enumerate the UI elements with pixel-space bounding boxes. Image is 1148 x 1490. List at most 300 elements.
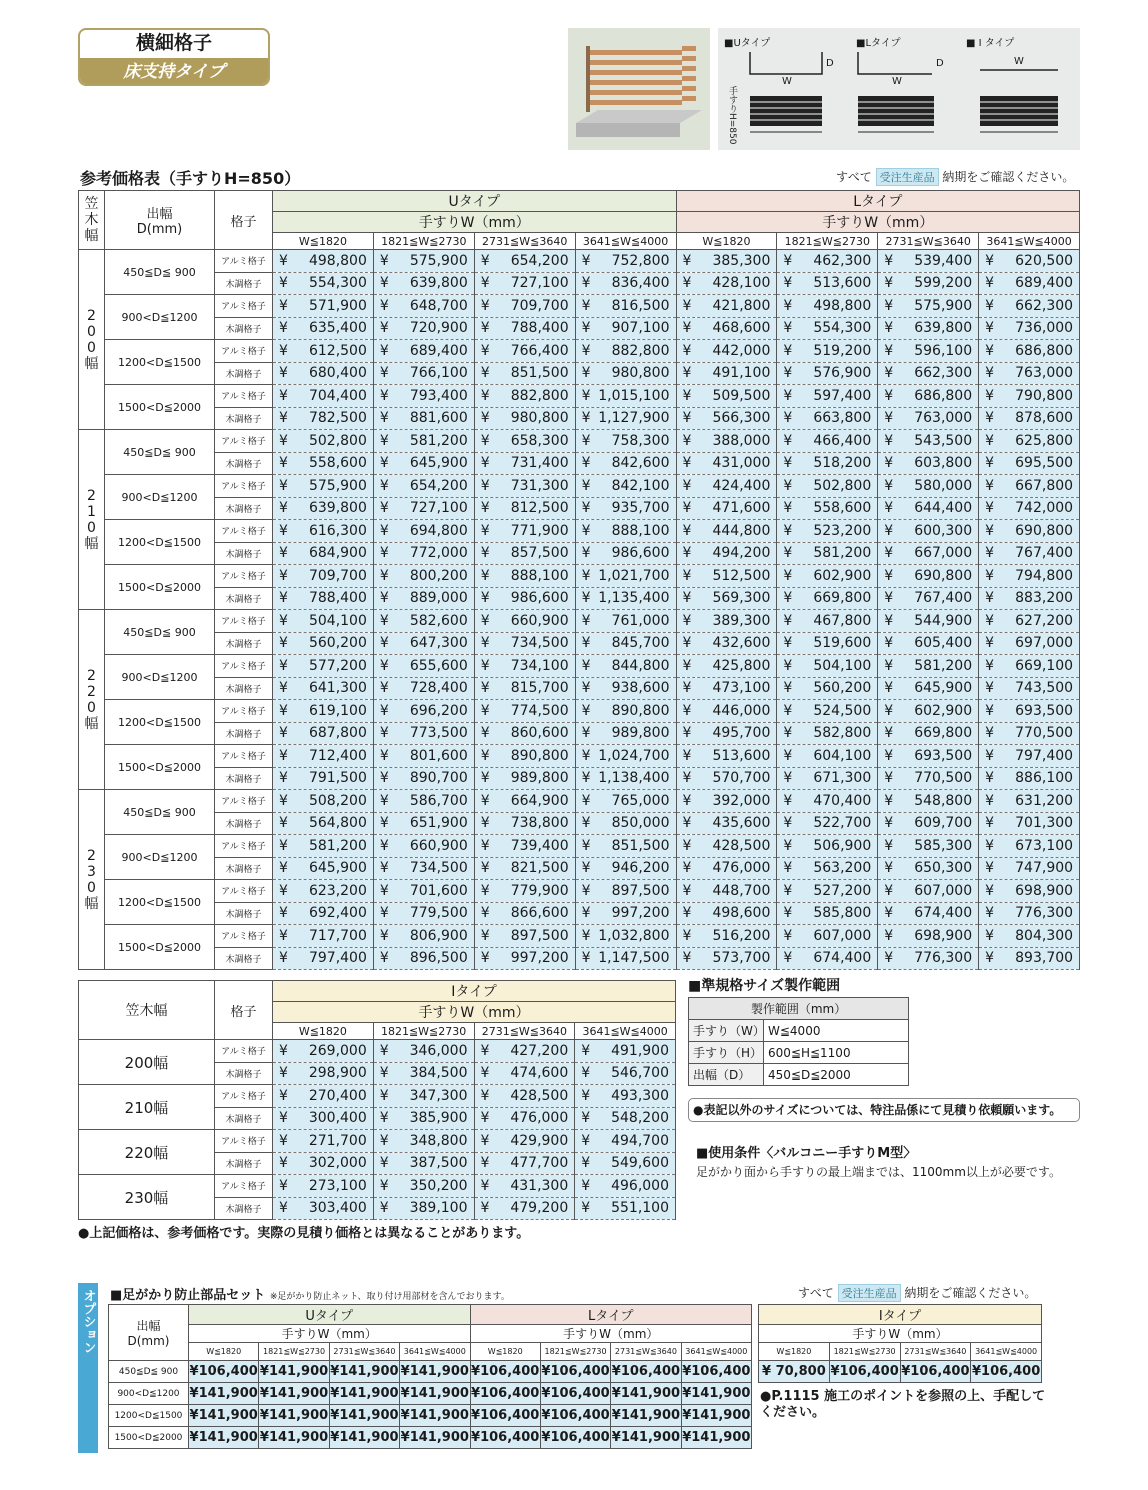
price-cell xyxy=(273,745,374,768)
price-value: 577,200 xyxy=(308,657,367,674)
yen-sign: ¥ xyxy=(581,567,591,584)
table-row xyxy=(79,565,1080,588)
price-value: 506,900 xyxy=(813,837,872,854)
price-value: 603,800 xyxy=(914,455,973,472)
price-value: 793,400 xyxy=(409,387,468,404)
price-value: 350,200 xyxy=(409,1177,468,1194)
yen-sign: ¥ xyxy=(480,680,490,697)
price-cell xyxy=(979,362,1080,385)
header-w-range: 2731≦W≦3640 xyxy=(474,1023,575,1040)
spec-head: 製作範囲（mm） xyxy=(689,998,909,1020)
price-cell xyxy=(373,925,474,948)
price-value: 690,800 xyxy=(1015,522,1074,539)
price-cell xyxy=(979,475,1080,498)
price-value: 522,700 xyxy=(813,815,872,832)
price-value: 690,800 xyxy=(914,567,973,584)
yen-sign: ¥ xyxy=(682,545,692,562)
price-cell xyxy=(474,272,575,295)
price-cell xyxy=(777,835,878,858)
price-cell: ¥106,400 xyxy=(681,1361,751,1383)
price-value: 888,100 xyxy=(510,567,569,584)
yen-sign: ¥ xyxy=(379,927,389,944)
price-value: 513,600 xyxy=(712,747,771,764)
price-table-ul xyxy=(78,190,1080,970)
price-cell: ¥106,400 xyxy=(829,1361,900,1383)
price-cell xyxy=(575,317,676,340)
price-value: 986,600 xyxy=(611,545,670,562)
yen-sign: ¥ xyxy=(985,275,995,292)
yen-sign: ¥ xyxy=(379,365,389,382)
table-row xyxy=(79,497,1080,520)
price-cell xyxy=(575,1062,676,1085)
price-cell xyxy=(373,565,474,588)
group-kasagi: 2 3 0 幅 xyxy=(79,790,105,970)
price-cell xyxy=(474,565,575,588)
header-w-range: 2731≦W≦3640 xyxy=(878,233,979,250)
price-cell xyxy=(273,272,374,295)
price-value: 474,600 xyxy=(510,1065,569,1082)
price-cell xyxy=(373,880,474,903)
price-cell xyxy=(878,880,979,903)
yen-sign: ¥ xyxy=(884,455,894,472)
price-cell xyxy=(273,812,374,835)
price-cell xyxy=(676,700,777,723)
alu-label: アルミ格子 xyxy=(215,565,273,588)
price-value: 997,200 xyxy=(611,905,670,922)
header-w-range: 3641≦W≦4000 xyxy=(681,1343,751,1361)
yen-sign: ¥ xyxy=(783,410,793,427)
header-kasagi: 笠木幅 xyxy=(79,981,215,1040)
price-cell xyxy=(474,947,575,970)
price-value: 269,000 xyxy=(308,1042,367,1059)
price-value: 669,800 xyxy=(813,590,872,607)
yen-sign: ¥ xyxy=(682,522,692,539)
price-cell: ¥106,400 xyxy=(900,1361,971,1383)
header-l-type: Lタイプ xyxy=(470,1305,752,1325)
yen-sign: ¥ xyxy=(480,1065,490,1082)
price-cell xyxy=(575,700,676,723)
dehaba-range: 1200<D≦1500 xyxy=(105,700,215,745)
price-cell xyxy=(979,250,1080,273)
yen-sign: ¥ xyxy=(884,275,894,292)
u-w-label: W xyxy=(782,76,792,87)
price-value: 544,900 xyxy=(914,612,973,629)
yen-sign: ¥ xyxy=(682,252,692,269)
price-value: 431,000 xyxy=(712,455,771,472)
price-value: 674,400 xyxy=(813,950,872,967)
price-value: 527,200 xyxy=(813,882,872,899)
alu-label: アルミ格子 xyxy=(215,610,273,633)
yen-sign: ¥ xyxy=(379,252,389,269)
price-cell xyxy=(575,497,676,520)
yen-sign: ¥ xyxy=(480,747,490,764)
price-value: 473,100 xyxy=(712,680,771,697)
yen-sign: ¥ xyxy=(682,612,692,629)
yen-sign: ¥ xyxy=(379,410,389,427)
alu-label: アルミ格子 xyxy=(215,880,273,903)
yen-sign: ¥ xyxy=(985,500,995,517)
price-value: 298,900 xyxy=(308,1065,367,1082)
price-value: 546,700 xyxy=(611,1065,669,1082)
type-diagrams xyxy=(718,28,1080,150)
price-cell xyxy=(878,700,979,723)
yen-sign: ¥ xyxy=(884,860,894,877)
yen-sign: ¥ xyxy=(682,500,692,517)
yen-sign: ¥ xyxy=(480,927,490,944)
price-cell xyxy=(474,1062,575,1085)
price-value: 907,100 xyxy=(611,320,670,337)
price-value: 695,500 xyxy=(1015,455,1074,472)
price-value: 585,800 xyxy=(813,905,872,922)
price-value: 575,900 xyxy=(914,297,973,314)
yen-sign: ¥ xyxy=(480,365,490,382)
header-w-range: W≦1820 xyxy=(676,233,777,250)
yen-sign: ¥ xyxy=(581,275,591,292)
price-value: 573,700 xyxy=(712,950,771,967)
yen-sign: ¥ xyxy=(783,815,793,832)
yen-sign: ¥ xyxy=(379,342,389,359)
price-value: 687,800 xyxy=(308,725,367,742)
price-cell xyxy=(273,587,374,610)
table-row xyxy=(79,677,1080,700)
price-value: 696,200 xyxy=(409,702,468,719)
price-value: 571,900 xyxy=(308,297,367,314)
yen-sign: ¥ xyxy=(985,657,995,674)
price-value: 797,400 xyxy=(308,950,367,967)
price-value: 428,100 xyxy=(712,275,771,292)
price-cell xyxy=(474,317,575,340)
yen-sign: ¥ xyxy=(279,1200,288,1217)
yen-sign: ¥ xyxy=(379,905,389,922)
price-cell: ¥141,900 xyxy=(329,1427,399,1449)
yen-sign: ¥ xyxy=(581,320,591,337)
price-cell xyxy=(273,295,374,318)
yen-sign: ¥ xyxy=(884,500,894,517)
price-cell xyxy=(474,902,575,925)
price-value: 694,800 xyxy=(409,522,468,539)
price-cell xyxy=(373,407,474,430)
price-value: 627,200 xyxy=(1015,612,1074,629)
table-row xyxy=(109,1427,752,1449)
price-value: 502,800 xyxy=(308,432,367,449)
price-value: 609,700 xyxy=(914,815,973,832)
price-value: 791,500 xyxy=(308,770,367,787)
price-value: 604,100 xyxy=(813,747,872,764)
group-kasagi: 2 2 0 幅 xyxy=(79,610,105,790)
yen-sign: ¥ xyxy=(379,545,389,562)
yen-sign: ¥ xyxy=(783,725,793,742)
price-value: 989,800 xyxy=(510,770,569,787)
price-value: 986,600 xyxy=(510,590,569,607)
yen-sign: ¥ xyxy=(279,387,288,404)
price-cell xyxy=(474,385,575,408)
price-value: 842,100 xyxy=(611,477,670,494)
yen-sign: ¥ xyxy=(581,702,591,719)
table-row xyxy=(79,542,1080,565)
yen-sign: ¥ xyxy=(985,410,995,427)
price-value: 797,400 xyxy=(1015,747,1074,764)
price-cell xyxy=(373,1152,474,1175)
dehaba-range: 1500<D≦2000 xyxy=(109,1427,189,1449)
price-cell xyxy=(273,655,374,678)
alu-label: アルミ格子 xyxy=(215,475,273,498)
price-value: 734,500 xyxy=(409,860,468,877)
header-w-range: 3641≦W≦4000 xyxy=(400,1343,470,1361)
price-value: 385,900 xyxy=(409,1110,468,1127)
price-cell xyxy=(979,857,1080,880)
price-cell xyxy=(979,790,1080,813)
price-cell xyxy=(676,430,777,453)
price-cell xyxy=(878,475,979,498)
price-value: 720,900 xyxy=(409,320,468,337)
price-value: 655,600 xyxy=(409,657,468,674)
yen-sign: ¥ xyxy=(581,297,591,314)
yen-sign: ¥ xyxy=(279,590,288,607)
price-cell xyxy=(373,677,474,700)
price-cell xyxy=(575,790,676,813)
price-cell xyxy=(878,857,979,880)
dehaba-range: 1200<D≦1500 xyxy=(109,1405,189,1427)
price-cell xyxy=(676,857,777,880)
yen-sign: ¥ xyxy=(783,635,793,652)
price-value: 581,200 xyxy=(813,545,872,562)
price-cell xyxy=(676,767,777,790)
price-value: 462,300 xyxy=(813,252,872,269)
price-cell xyxy=(273,767,374,790)
price-cell: ¥141,900 xyxy=(259,1427,329,1449)
price-cell xyxy=(878,835,979,858)
price-value: 727,100 xyxy=(409,500,468,517)
kasagi-width: 210幅 xyxy=(79,1085,215,1130)
price-value: 442,000 xyxy=(712,342,771,359)
yen-sign: ¥ xyxy=(480,477,490,494)
price-cell xyxy=(979,295,1080,318)
yen-sign: ¥ xyxy=(783,837,793,854)
price-value: 790,800 xyxy=(1015,387,1074,404)
price-value: 1,024,700 xyxy=(598,747,670,764)
yen-sign: ¥ xyxy=(480,837,490,854)
price-value: 850,000 xyxy=(611,815,670,832)
yen-sign: ¥ xyxy=(480,612,490,629)
price-cell xyxy=(575,1130,676,1153)
yen-sign: ¥ xyxy=(783,320,793,337)
price-value: 663,800 xyxy=(813,410,872,427)
price-value: 774,500 xyxy=(510,702,569,719)
yen-sign: ¥ xyxy=(480,905,490,922)
price-cell xyxy=(373,812,474,835)
price-value: 498,600 xyxy=(712,905,771,922)
price-cell xyxy=(273,1107,374,1130)
yen-sign: ¥ xyxy=(480,590,490,607)
price-cell xyxy=(777,250,878,273)
yen-sign: ¥ xyxy=(279,635,288,652)
yen-sign: ¥ xyxy=(783,500,793,517)
price-value: 504,100 xyxy=(813,657,872,674)
price-cell: ¥141,900 xyxy=(189,1427,259,1449)
price-cell xyxy=(575,520,676,543)
price-cell xyxy=(373,1130,474,1153)
yen-sign: ¥ xyxy=(480,1177,490,1194)
price-cell xyxy=(474,835,575,858)
yen-sign: ¥ xyxy=(682,770,692,787)
price-value: 513,600 xyxy=(813,275,872,292)
wood-label: 木調格子 xyxy=(215,947,273,970)
price-value: 491,100 xyxy=(712,365,771,382)
yen-sign: ¥ xyxy=(985,680,995,697)
price-cell xyxy=(777,812,878,835)
page-title: 横細格子 xyxy=(135,32,212,54)
price-value: 425,800 xyxy=(712,657,771,674)
price-value: 890,700 xyxy=(409,770,468,787)
yen-sign: ¥ xyxy=(480,635,490,652)
yen-sign: ¥ xyxy=(682,747,692,764)
price-value: 669,100 xyxy=(1015,657,1074,674)
price-cell xyxy=(474,610,575,633)
wood-label: 木調格子 xyxy=(215,857,273,880)
price-cell xyxy=(373,632,474,655)
price-cell xyxy=(273,1085,374,1108)
yen-sign: ¥ xyxy=(783,860,793,877)
price-cell xyxy=(273,1175,374,1198)
yen-sign: ¥ xyxy=(884,567,894,584)
price-value: 575,900 xyxy=(409,252,468,269)
price-cell: ¥106,400 xyxy=(189,1361,259,1383)
price-value: 893,700 xyxy=(1015,950,1074,967)
table-row xyxy=(79,317,1080,340)
price-value: 647,300 xyxy=(409,635,468,652)
yen-sign: ¥ xyxy=(581,950,591,967)
yen-sign: ¥ xyxy=(379,275,389,292)
table-row xyxy=(79,925,1080,948)
header-dehaba: 出幅 D(mm) xyxy=(105,191,215,250)
price-value: 548,800 xyxy=(914,792,973,809)
price-cell xyxy=(273,790,374,813)
price-value: 739,400 xyxy=(510,837,569,854)
yen-sign: ¥ xyxy=(379,657,389,674)
price-value: 644,400 xyxy=(914,500,973,517)
yen-sign: ¥ xyxy=(480,252,490,269)
price-value: 866,600 xyxy=(510,905,569,922)
price-cell xyxy=(777,340,878,363)
yen-sign: ¥ xyxy=(279,455,288,472)
header-i-type: Iタイプ xyxy=(759,1305,1042,1325)
table-row xyxy=(79,812,1080,835)
alu-label: アルミ格子 xyxy=(215,520,273,543)
yen-sign: ¥ xyxy=(480,1200,490,1217)
spec-note: ●表記以外のサイズについては、特注品係にて見積り依頼願います。 xyxy=(688,1098,1080,1122)
price-value: 878,600 xyxy=(1015,410,1074,427)
yen-sign: ¥ xyxy=(279,702,288,719)
price-cell: ¥141,900 xyxy=(400,1405,470,1427)
price-value: 938,600 xyxy=(611,680,670,697)
price-value: 946,200 xyxy=(611,860,670,877)
price-cell xyxy=(273,880,374,903)
table-row xyxy=(79,587,1080,610)
yen-sign: ¥ xyxy=(682,815,692,832)
price-cell xyxy=(474,1085,575,1108)
wood-label: 木調格子 xyxy=(215,1062,273,1085)
price-cell xyxy=(575,880,676,903)
price-cell xyxy=(777,475,878,498)
dehaba-range: 450≦D≦ 900 xyxy=(105,610,215,655)
price-value: 886,100 xyxy=(1015,770,1074,787)
price-cell xyxy=(373,1040,474,1063)
type-diagram-drawing xyxy=(718,28,1080,150)
price-cell xyxy=(474,722,575,745)
yen-sign: ¥ xyxy=(279,342,288,359)
price-cell xyxy=(777,452,878,475)
price-cell xyxy=(373,362,474,385)
yen-sign: ¥ xyxy=(581,882,591,899)
yen-sign: ¥ xyxy=(379,1110,389,1127)
price-value: 616,300 xyxy=(308,522,367,539)
price-value: 997,200 xyxy=(510,950,569,967)
price-cell xyxy=(676,835,777,858)
yen-sign: ¥ xyxy=(985,815,995,832)
price-cell: ¥141,900 xyxy=(329,1383,399,1405)
yen-sign: ¥ xyxy=(682,410,692,427)
wood-label: 木調格子 xyxy=(215,1152,273,1175)
wood-label: 木調格子 xyxy=(215,767,273,790)
yen-sign: ¥ xyxy=(783,612,793,629)
yen-sign: ¥ xyxy=(783,590,793,607)
header-w-range: 1821≦W≦2730 xyxy=(373,1023,474,1040)
price-cell xyxy=(575,272,676,295)
wood-label: 木調格子 xyxy=(215,677,273,700)
price-cell: ¥141,900 xyxy=(400,1427,470,1449)
price-value: 651,900 xyxy=(409,815,468,832)
price-value: 731,400 xyxy=(510,455,569,472)
yen-sign: ¥ xyxy=(783,680,793,697)
yen-sign: ¥ xyxy=(279,1110,288,1127)
price-cell xyxy=(878,722,979,745)
price-value: 444,800 xyxy=(712,522,771,539)
price-value: 539,400 xyxy=(914,252,973,269)
price-cell xyxy=(474,632,575,655)
price-value: 523,200 xyxy=(813,522,872,539)
price-value: 761,000 xyxy=(611,612,670,629)
price-value: 701,600 xyxy=(409,882,468,899)
price-value: 1,015,100 xyxy=(598,387,670,404)
yen-sign: ¥ xyxy=(985,905,995,922)
yen-sign: ¥ xyxy=(581,635,591,652)
yen-sign: ¥ xyxy=(279,860,288,877)
dehaba-range: 900<D≦1200 xyxy=(105,655,215,700)
price-value: 585,300 xyxy=(914,837,973,854)
price-cell xyxy=(575,1040,676,1063)
table-row xyxy=(79,880,1080,903)
header-w-range: 1821≦W≦2730 xyxy=(829,1343,900,1361)
price-cell xyxy=(474,745,575,768)
yen-sign: ¥ xyxy=(884,950,894,967)
price-cell xyxy=(575,407,676,430)
price-cell xyxy=(979,880,1080,903)
yen-sign: ¥ xyxy=(985,860,995,877)
price-cell xyxy=(575,835,676,858)
price-cell xyxy=(676,655,777,678)
price-cell xyxy=(373,1085,474,1108)
yen-sign: ¥ xyxy=(480,815,490,832)
price-cell xyxy=(373,587,474,610)
price-cell xyxy=(273,407,374,430)
yen-sign: ¥ xyxy=(682,837,692,854)
price-cell xyxy=(979,812,1080,835)
price-value: 842,600 xyxy=(611,455,670,472)
header-w-range: 1821≦W≦2730 xyxy=(373,233,474,250)
yen-sign: ¥ xyxy=(884,252,894,269)
yen-sign: ¥ xyxy=(884,882,894,899)
price-cell xyxy=(575,1197,676,1220)
